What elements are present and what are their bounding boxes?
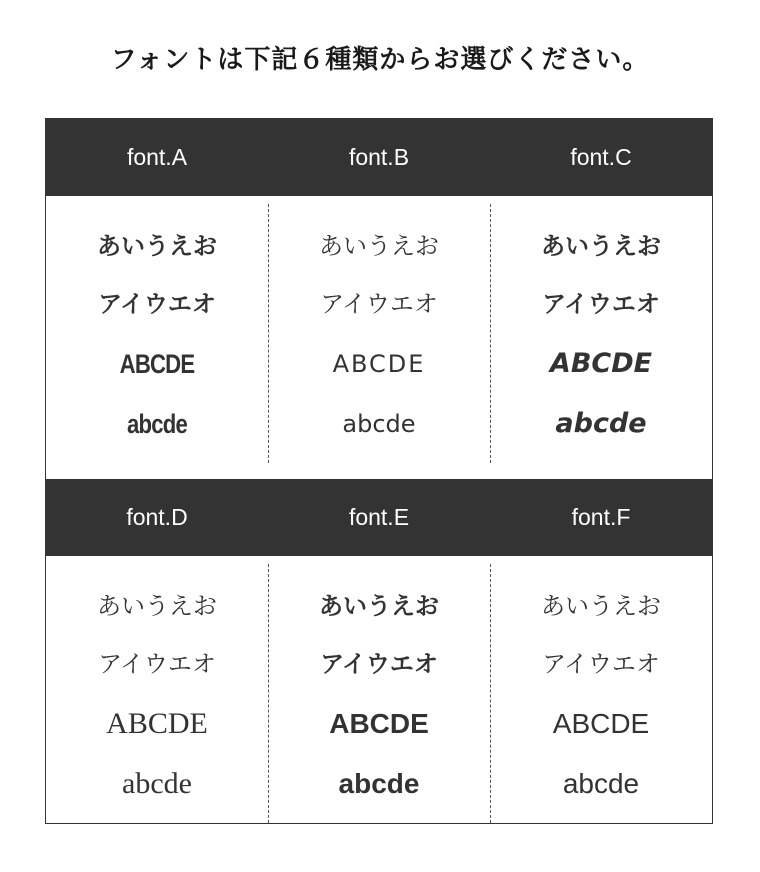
- font-a-hiragana: あいうえお: [97, 232, 217, 260]
- font-a-lowercase: abcde: [127, 409, 187, 439]
- font-e-hiragana: あいうえお: [319, 592, 439, 620]
- font-f-lowercase: abcde: [562, 768, 640, 799]
- font-f-hiragana: あいうえお: [541, 592, 661, 620]
- font-e-samples: [268, 556, 490, 839]
- font-c-uppercase: ABCDE: [549, 348, 653, 379]
- font-d-lowercase: abcde: [122, 767, 192, 800]
- font-c-header: font.C: [570, 144, 632, 170]
- page-title: フォントは下記６種類からお選びください。: [110, 45, 650, 75]
- font-e-uppercase: ABCDE: [329, 708, 429, 739]
- font-a-header: font.A: [126, 144, 188, 170]
- font-c-katakana: アイウエオ: [542, 290, 660, 318]
- font-d-samples: [46, 556, 268, 839]
- font-b-hiragana: あいうえお: [319, 232, 439, 260]
- font-f-katakana: アイウエオ: [542, 650, 660, 678]
- font-sample-table: [45, 118, 713, 824]
- sample-row-bottom: [46, 556, 712, 839]
- font-f-header: font.F: [571, 504, 631, 530]
- header-row-top: [46, 119, 712, 196]
- font-f-uppercase: ABCDE: [552, 708, 650, 739]
- font-c-lowercase: abcde: [555, 408, 647, 439]
- font-e-header: font.E: [348, 504, 410, 530]
- font-b-lowercase: abcde: [342, 410, 416, 438]
- font-b-uppercase: ABCDE: [332, 350, 426, 378]
- font-b-katakana: アイウエオ: [320, 290, 438, 318]
- font-d-uppercase: ABCDE: [106, 707, 208, 740]
- font-e-lowercase: abcde: [338, 768, 420, 799]
- font-c-hiragana: あいうえお: [541, 232, 661, 260]
- font-f-samples: [490, 556, 712, 839]
- font-d-hiragana: あいうえお: [97, 592, 217, 620]
- sample-row-top: [46, 196, 712, 479]
- font-b-header: font.B: [348, 144, 410, 170]
- font-e-katakana: アイウエオ: [320, 650, 438, 678]
- font-a-uppercase: ABCDE: [119, 349, 195, 379]
- font-a-samples: [46, 196, 268, 479]
- font-a-katakana: アイウエオ: [98, 290, 216, 318]
- header-row-bottom: [46, 479, 712, 556]
- font-d-header: font.D: [126, 504, 188, 530]
- font-c-samples: [490, 196, 712, 479]
- font-b-samples: [268, 196, 490, 479]
- font-d-katakana: アイウエオ: [98, 650, 216, 678]
